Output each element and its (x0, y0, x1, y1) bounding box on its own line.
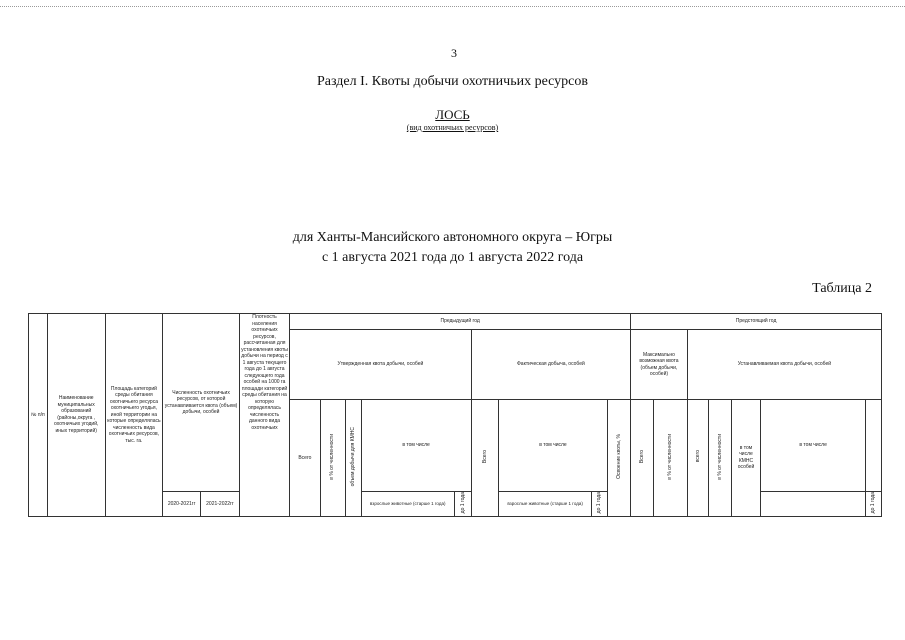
col-header-number: № п/п (29, 314, 48, 517)
col-header-established-pct: в % от численности (716, 433, 723, 480)
col-header-approved-under-1: до 1 года (459, 492, 466, 514)
header-established-quota: Устанавливаемая квота добычи, особей (687, 330, 881, 400)
col-header-established-total: всего (694, 450, 701, 463)
table-caption: Таблица 2 (812, 281, 872, 296)
period-line: с 1 августа 2021 года до 1 августа 2022 года (321, 250, 584, 265)
col-header-actual-adults: взрослые животные (старше 1 года) (498, 492, 591, 517)
scan-artifact-line (0, 6, 905, 7)
region-line: для Ханты-Мансийского автономного округа – Югры (292, 230, 613, 245)
header-next-year: Предстоящий год (631, 314, 882, 330)
header-actual-harvest: Фактическая добыча, особей (471, 330, 630, 400)
col-header-actual-total: Всего (481, 450, 488, 464)
col-header-area: Площадь категорий среды обитания охотничьего ресурса охотничьего угодья, иной территории на которые определялась численность вида охотничьих ресурсов, тыс. га. (105, 314, 163, 517)
col-header-approved-adults: взрослые животные (старше 1 года) (361, 492, 454, 517)
col-header-municipality: Наименование муниципальных образований (районы,округа , охотничьих угодий, иных территорий) (47, 314, 105, 517)
col-header-established-under-1: до 1 года (870, 492, 877, 514)
quota-table (28, 313, 882, 517)
col-header-population-year-2: 2021-2022гг (201, 492, 240, 517)
col-header-actual-under-1: до 1 года (596, 492, 603, 514)
col-header-population-year-1: 2020-2021гг (163, 492, 201, 517)
blank-cell (761, 492, 866, 517)
blank-cell (866, 400, 882, 492)
col-header-quota-utilization: Освоение квоты, % (615, 434, 622, 480)
header-previous-year: Предыдущий год (290, 314, 631, 330)
header-max-allowable-quota: Максимально возможная квота (объем добычи, особей) (631, 330, 688, 400)
col-header-established-kmns: в том числе КМНС особей (731, 400, 760, 517)
header-approved-quota: Утвержденная квота добычи, особей (290, 330, 471, 400)
species-caption: (вид охотничьих ресурсов) (406, 123, 499, 132)
col-header-population: Численность охотничьих ресурсов, от которой устанавливается квота (объем) добычи, особей (163, 314, 240, 492)
col-header-actual-incl: в том числе (498, 400, 607, 492)
col-header-approved-total: Всего (290, 400, 320, 517)
col-header-approved-incl: в том числе (361, 400, 471, 492)
section-title: Раздел I. Квоты добычи охотничьих ресурсов (316, 74, 588, 89)
col-header-approved-pct: в % от численности (329, 433, 336, 480)
col-header-max-total: Всего (638, 450, 645, 464)
col-header-density: Плотность населения охотничьих ресурсов, рассчитанная для установления квоты добычи на период с 1 августа текущего года до 1 августа следующего года особей на 1000 га площади категорий среды обитания на которую определялась численность данного вида охотничьих (239, 314, 289, 517)
col-header-established-incl: в том числе (761, 400, 866, 492)
species-name: ЛОСЬ (435, 107, 470, 122)
col-header-approved-kmns: объем добычи для КМНС (349, 426, 356, 487)
col-header-max-pct: в % от численности (667, 433, 674, 480)
page-number: 3 (451, 46, 457, 60)
